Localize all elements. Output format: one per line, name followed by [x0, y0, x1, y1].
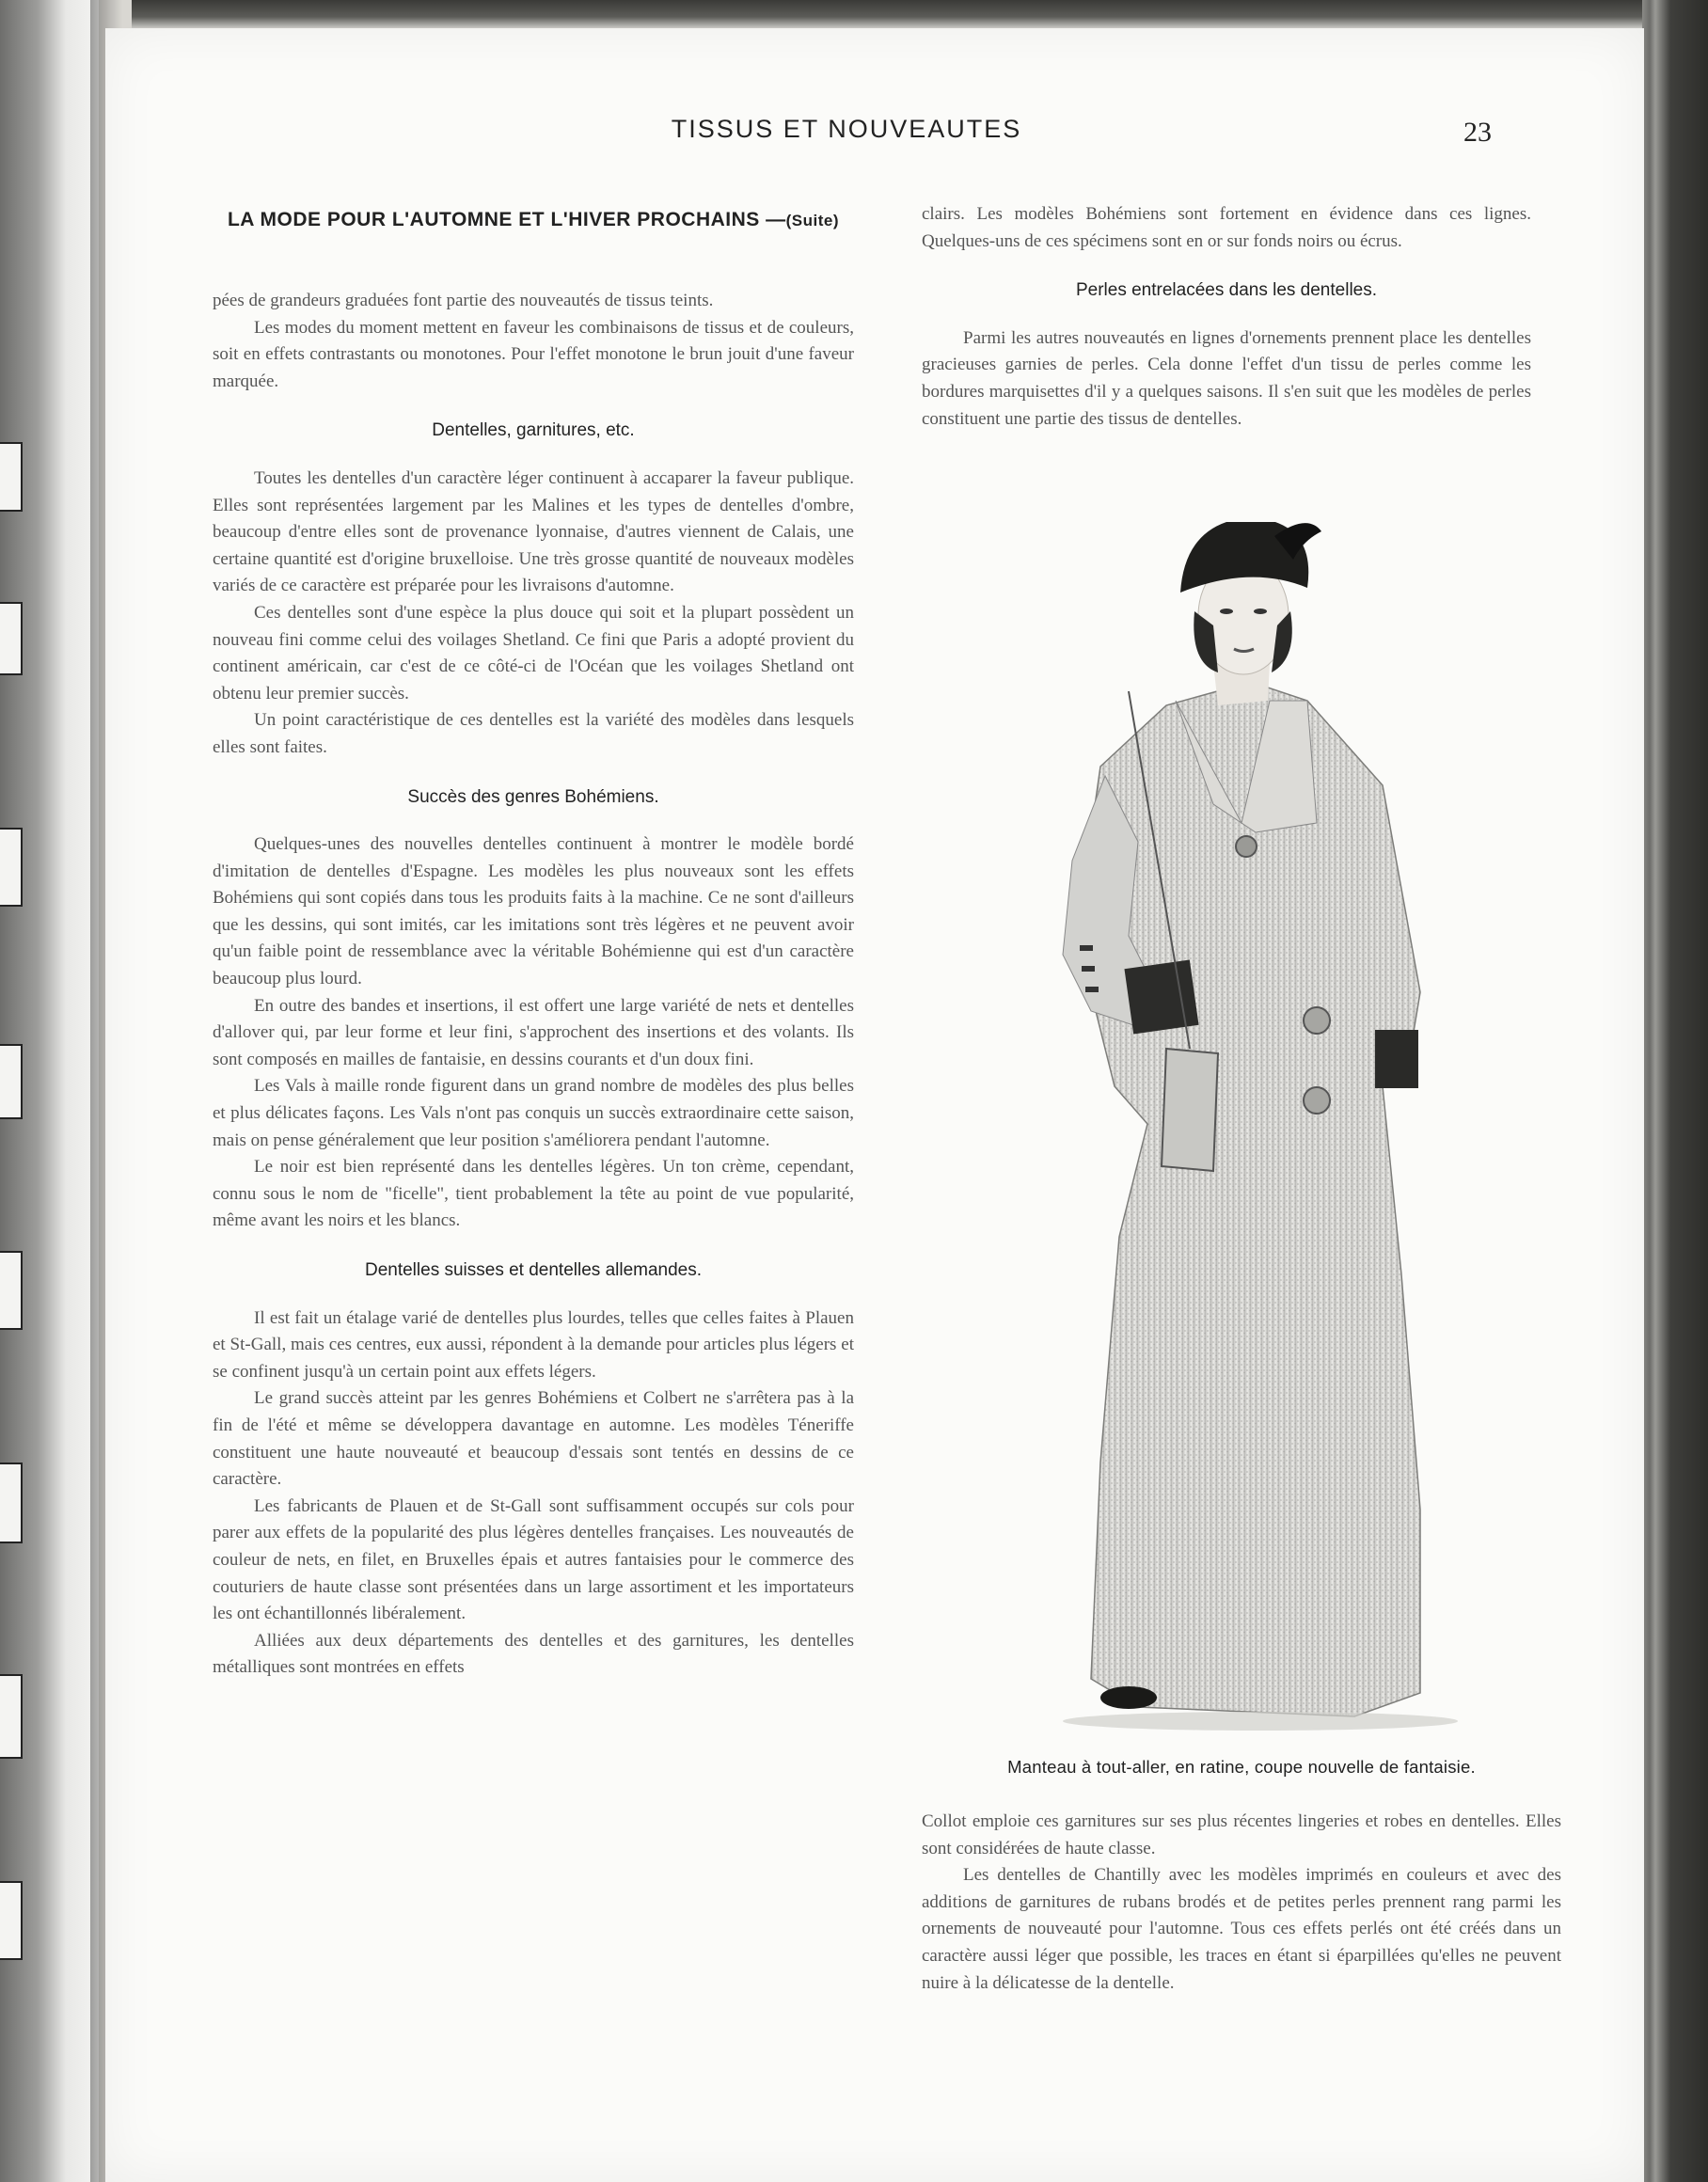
paragraph: Les fabricants de Plauen et de St-Gall sont suffisamment occupés sur cols pour parer aux effets de la popularité des plus légères dentelles françaises. Les nouveautés de couleur de nets, en filet, en Bruxelles épais et autres fantaisies pour le commerce des couturiers de haute classe sont présentées dans un large assortiment et les importateurs les ont échantillonnés libéralement. [213, 1495, 854, 1624]
paragraph: Les modes du moment mettent en faveur les combinaisons de tissus et de couleurs, soit en effets contrastants ou monotones. Pour l'effet monotone le brun jouit d'une faveur marquée. [213, 317, 854, 391]
paragraph: Il est fait un étalage varié de dentelles plus lourdes, telles que celles faites à Plauen et St-Gall, mais ces centres, eux aussi, répondent à la demande pour articles plus légers et se confinent jusqu'à un certain point aux effets légers. [213, 1307, 854, 1382]
article-title [213, 205, 854, 235]
top-binding [132, 0, 1652, 28]
article-title-text: LA MODE POUR L'AUTOMNE ET L'HIVER PROCHAINS — [227, 209, 786, 230]
paragraph: Collot emploie ces garnitures sur ses plus récentes lingeries et robes en dentelles. Elles sont considérées de haute classe. [922, 1811, 1561, 1858]
paragraph: pées de grandeurs graduées font partie des nouveautés de tissus teints. [213, 291, 714, 310]
index-tab [0, 1881, 23, 1960]
paragraph: Les dentelles de Chantilly avec les modèles imprimés en couleurs et avec des additions de garnitures de rubans brodés et de petites perles prennent rang parmi les ornements de nouveauté pour l'automne. Tous ces effets perlés ont été créés dans un caractère aussi léger que possible, les traces en étant si éparpillées qu'elles ne peuvent nuire à la délicatesse de la dentelle. [922, 1865, 1561, 1993]
paragraph: Toutes les dentelles d'un caractère léger continuent à accaparer la faveur publique. Elles sont représentées largement par les Malines et les types de dentelles d'ombre, beaucoup d'entre elles sont de provenance lyonnaise, d'autres viennent de Calais, une certaine quantité est d'origine bruxelloise. Une très grosse quantité de nouveaux modèles variés de ce caractère est préparée pour les livraisons d'automne. [213, 467, 854, 596]
right-column-bottom [922, 1809, 1561, 1997]
coat-cuff-right [1375, 1030, 1418, 1088]
article-title-suffix: (Suite) [785, 212, 840, 229]
section-heading: Succès des genres Bohémiens. [407, 786, 659, 807]
photo-caption: Manteau à tout-aller, en ratine, coupe nouvelle de fantaisie. [1007, 1757, 1476, 1777]
coat-button [1304, 1007, 1330, 1034]
paragraph: Ces dentelles sont d'une espèce la plus douce qui soit et la plupart possèdent un nouveau fini comme celui des voilages Shetland. Ce fini que Paris a adopté provient du continent américain, car c'est de ce côté-ci de l'Océan que les voilages Shetland ont obtenu leur premier succès. [213, 602, 854, 704]
page-number: 23 [1463, 117, 1492, 148]
coat-button [1304, 1087, 1330, 1114]
shoe [1100, 1686, 1157, 1709]
index-tab [0, 1251, 23, 1330]
handbag [1162, 1049, 1218, 1171]
section-heading: Dentelles suisses et dentelles allemandes. [364, 1260, 703, 1280]
paragraph: Parmi les autres nouveautés en lignes d'ornements prennent place les dentelles gracieuses garnies de perles. Cela donne l'effet d'un tissu de perles comme les bordures marquisettes d'il y a quelques saisons. Il s'en suit que les modèles de perles constituent une partie des tissus de dentelles. [922, 327, 1531, 429]
index-tab [0, 442, 23, 512]
index-tab [0, 1044, 23, 1119]
coat-button [1236, 836, 1257, 857]
section-heading: Dentelles, garnitures, etc. [432, 420, 635, 441]
running-head: TISSUS ET NOUVEAUTES [671, 115, 1022, 143]
index-tab [0, 1674, 23, 1759]
index-tab [0, 602, 23, 675]
coat-cuff-left [1124, 959, 1198, 1034]
left-column [213, 288, 854, 1682]
section-heading: Perles entrelacées dans les dentelles. [1075, 280, 1378, 301]
book-binding [1642, 0, 1708, 2182]
paragraph: Les Vals à maille ronde figurent dans un grand nombre de modèles des plus belles et plus délicates façons. Les Vals n'ont pas conquis un succès extraordinaire cette saison, mais on pense généralement que leur position s'améliorera pendant l'automne. [213, 1076, 854, 1150]
paragraph: Quelques-unes des nouvelles dentelles continuent à montrer le modèle bordé d'imitation de dentelles d'Espagne. Les modèles les plus nouveaux sont les effets Bohémiens qui sont copiés dans tous les produits faits à la machine. Ce ne sont d'ailleurs que les dessins, qui sont imités, car les imitations sont très légères et ne peuvent avoir qu'un faible point de ressemblance avec la véritable Bohémienne qui est d'un caractère beaucoup plus lourd. [213, 834, 854, 989]
paragraph: clairs. Les modèles Bohémiens sont fortement en évidence dans ces lignes. Quelques-uns de ces spécimens sont en or sur fonds noirs ou écrus. [922, 204, 1531, 251]
coat-photograph [1025, 522, 1477, 1731]
right-column-top [922, 201, 1531, 433]
index-tab [0, 1463, 23, 1543]
paragraph: En outre des bandes et insertions, il est offert une large variété de nets et dentelles d'allover qui, par leur forme et leur fini, s'approchent des insertions et des volants. Ils sont composés en mailles de fantaisie, en dessins courants et d'un doux fini. [213, 995, 854, 1069]
index-tab [0, 828, 23, 907]
paragraph: Alliées aux deux départements des dentelles et des garnitures, les dentelles métalliques sont montrées en effets [213, 1630, 854, 1678]
paragraph: Le grand succès atteint par les genres Bohémiens et Colbert ne s'arrêtera pas à la fin de l'été et même se développera davantage en automne. Les modèles Téneriffe constituent une haute nouveauté et beaucoup d'essais sont tentés en dessins de ce caractère. [213, 1388, 854, 1490]
paragraph: Un point caractéristique de ces dentelles est la variété des modèles dans lesquels elles sont faites. [213, 710, 854, 757]
paragraph: Le noir est bien représenté dans les dentelles légères. Un ton crème, cependant, connu sous le nom de "ficelle", tient probablement la tête au point de vue popularité, même avant les noirs et les blancs. [213, 1157, 854, 1231]
